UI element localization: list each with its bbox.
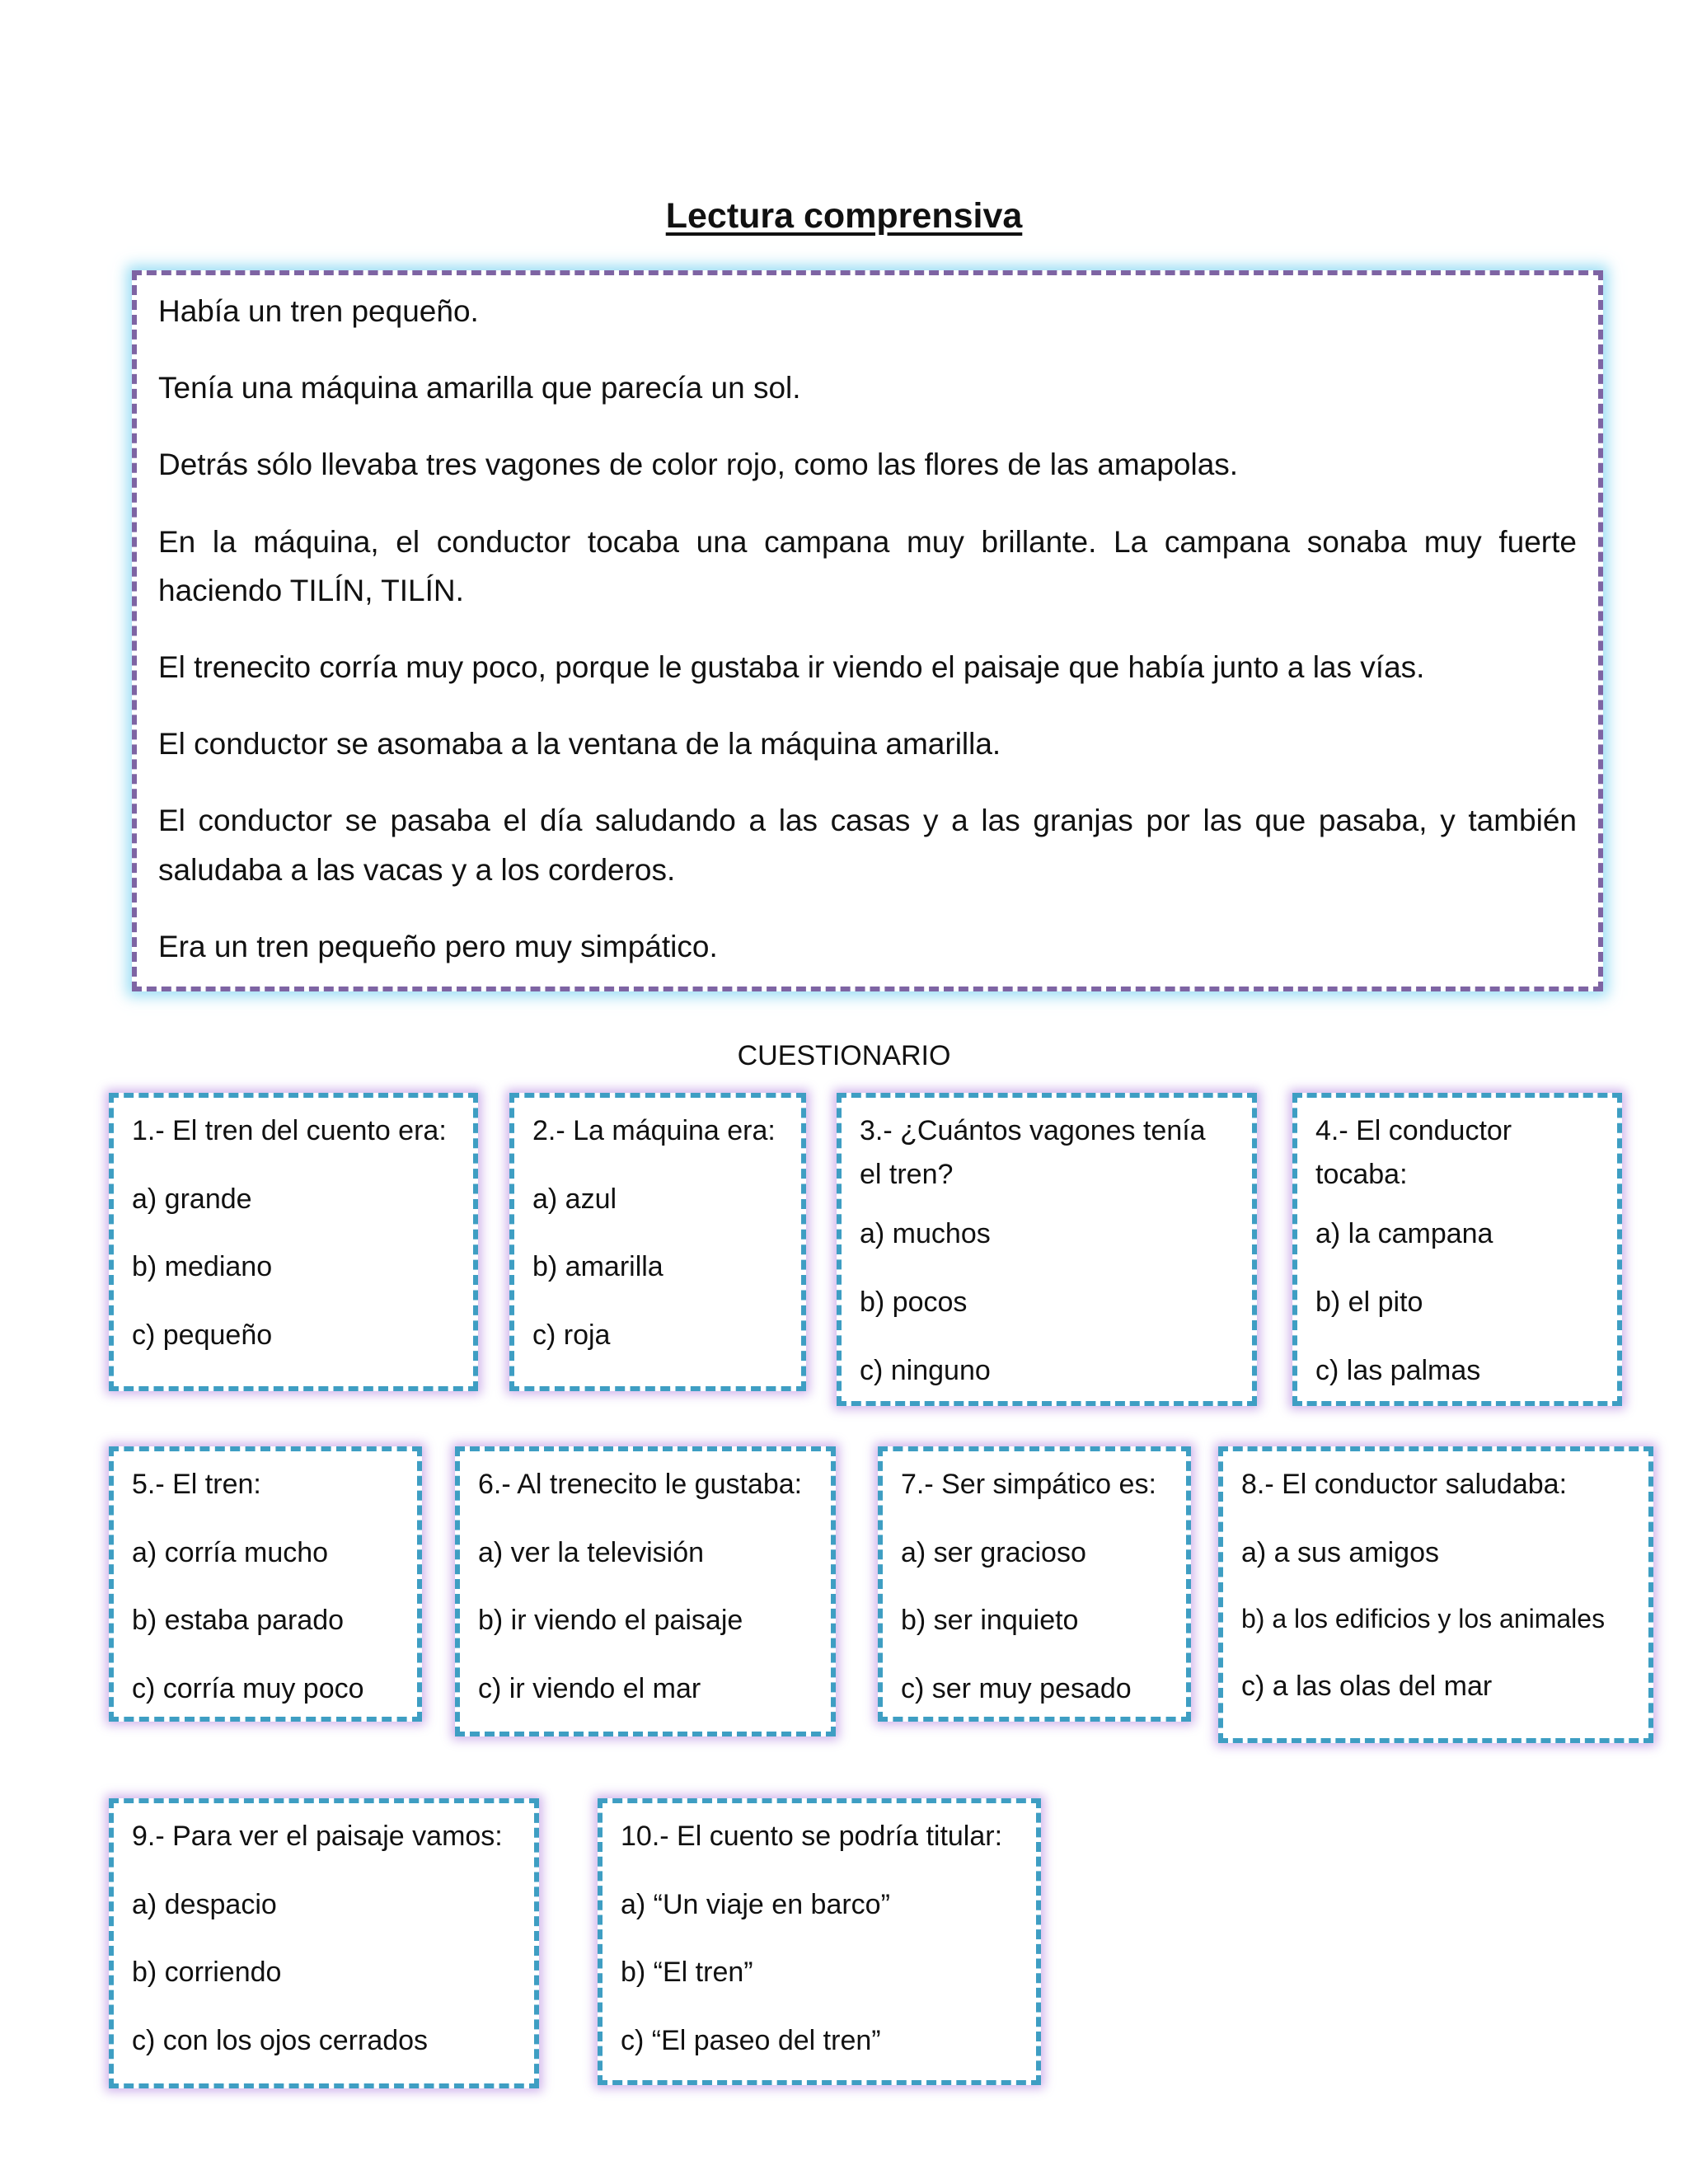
question-text: 5.- El tren:	[132, 1469, 261, 1500]
reading-paragraph: Era un tren pequeño pero muy simpático.	[158, 929, 718, 963]
reading-paragraph: El conductor se pasaba el día saludando a las casas y a las granjas por las que pasaba, y también saludaba a las vacas y a los corderos.	[158, 804, 1577, 887]
reading-paragraph: El conductor se asomaba a la ventana de la máquina amarilla.	[158, 727, 1001, 762]
answer-option: b) ser inquieto	[901, 1605, 1079, 1637]
question-box-5	[109, 1446, 422, 1722]
page-title: Lectura comprensiva	[665, 196, 1023, 236]
answer-option: b) “El tren”	[621, 1957, 753, 1989]
question-text: 10.- El cuento se podría titular:	[621, 1821, 1003, 1852]
answer-option: b) corriendo	[132, 1957, 282, 1989]
answer-option: c) a las olas del mar	[1241, 1670, 1493, 1702]
answer-option: b) amarilla	[532, 1251, 663, 1283]
answer-option: c) ninguno	[860, 1354, 991, 1386]
answer-option: a) “Un viaje en barco”	[621, 1888, 890, 1920]
question-text: 4.- El conductor tocaba:	[1315, 1115, 1512, 1190]
answer-option: b) el pito	[1315, 1286, 1423, 1319]
reading-text-box	[132, 270, 1603, 991]
answer-option: a) ser gracioso	[901, 1536, 1086, 1568]
question-box-2	[509, 1093, 806, 1391]
answer-option: c) ir viendo el mar	[478, 1673, 701, 1705]
reading-paragraph: En la máquina, el conductor tocaba una campana muy brillante. La campana sonaba muy fuerte haciendo TILÍN, TILÍN.	[158, 524, 1577, 607]
answer-option: c) corría muy poco	[132, 1673, 364, 1705]
question-text: 8.- El conductor saludaba:	[1241, 1469, 1568, 1500]
answer-option: c) “El paseo del tren”	[621, 2025, 881, 2057]
question-box-6	[455, 1446, 836, 1736]
answer-option: a) grande	[132, 1183, 252, 1215]
answer-option: c) ser muy pesado	[901, 1673, 1132, 1705]
answer-option: b) estaba parado	[132, 1605, 345, 1637]
reading-paragraph: Detrás sólo llevaba tres vagones de color rojo, como las flores de las amapolas.	[158, 448, 1239, 482]
questionnaire-heading: CUESTIONARIO	[737, 1040, 951, 1071]
answer-option: a) corría mucho	[132, 1536, 329, 1568]
answer-option: c) roja	[532, 1319, 611, 1352]
question-box-10	[598, 1798, 1041, 2085]
answer-option: a) muchos	[860, 1218, 991, 1250]
answer-option: c) con los ojos cerrados	[132, 2025, 429, 2057]
answer-option: c) las palmas	[1315, 1354, 1481, 1386]
answer-option: a) ver la televisión	[478, 1536, 705, 1568]
question-text: 2.- La máquina era:	[532, 1115, 776, 1146]
answer-option: b) mediano	[132, 1251, 273, 1283]
question-text: 6.- Al trenecito le gustaba:	[478, 1469, 803, 1500]
question-text: 7.- Ser simpático es:	[901, 1469, 1156, 1500]
answer-option: b) a los edificios y los animales	[1241, 1604, 1606, 1634]
answer-option: b) pocos	[860, 1286, 968, 1319]
question-box-1	[109, 1093, 478, 1391]
answer-option: b) ir viendo el paisaje	[478, 1605, 743, 1637]
question-text: 9.- Para ver el paisaje vamos:	[132, 1821, 503, 1852]
reading-paragraph: Tenía una máquina amarilla que parecía un sol.	[158, 371, 801, 405]
answer-option: a) la campana	[1315, 1218, 1493, 1250]
reading-paragraph: Había un tren pequeño.	[158, 294, 479, 328]
answer-option: a) despacio	[132, 1888, 277, 1920]
question-text: 1.- El tren del cuento era:	[132, 1115, 447, 1146]
answer-option: a) azul	[532, 1183, 617, 1215]
question-box-7	[878, 1446, 1191, 1722]
question-box-4	[1292, 1093, 1622, 1406]
question-text: 3.- ¿Cuántos vagones tenía el tren?	[860, 1115, 1206, 1190]
question-box-8	[1218, 1446, 1653, 1743]
answer-option: a) a sus amigos	[1241, 1536, 1439, 1568]
reading-paragraph: El trenecito corría muy poco, porque le gustaba ir viendo el paisaje que había junto a las vías.	[158, 649, 1425, 684]
answer-option: c) pequeño	[132, 1319, 273, 1352]
question-box-3	[837, 1093, 1257, 1406]
question-box-9	[109, 1798, 539, 2088]
